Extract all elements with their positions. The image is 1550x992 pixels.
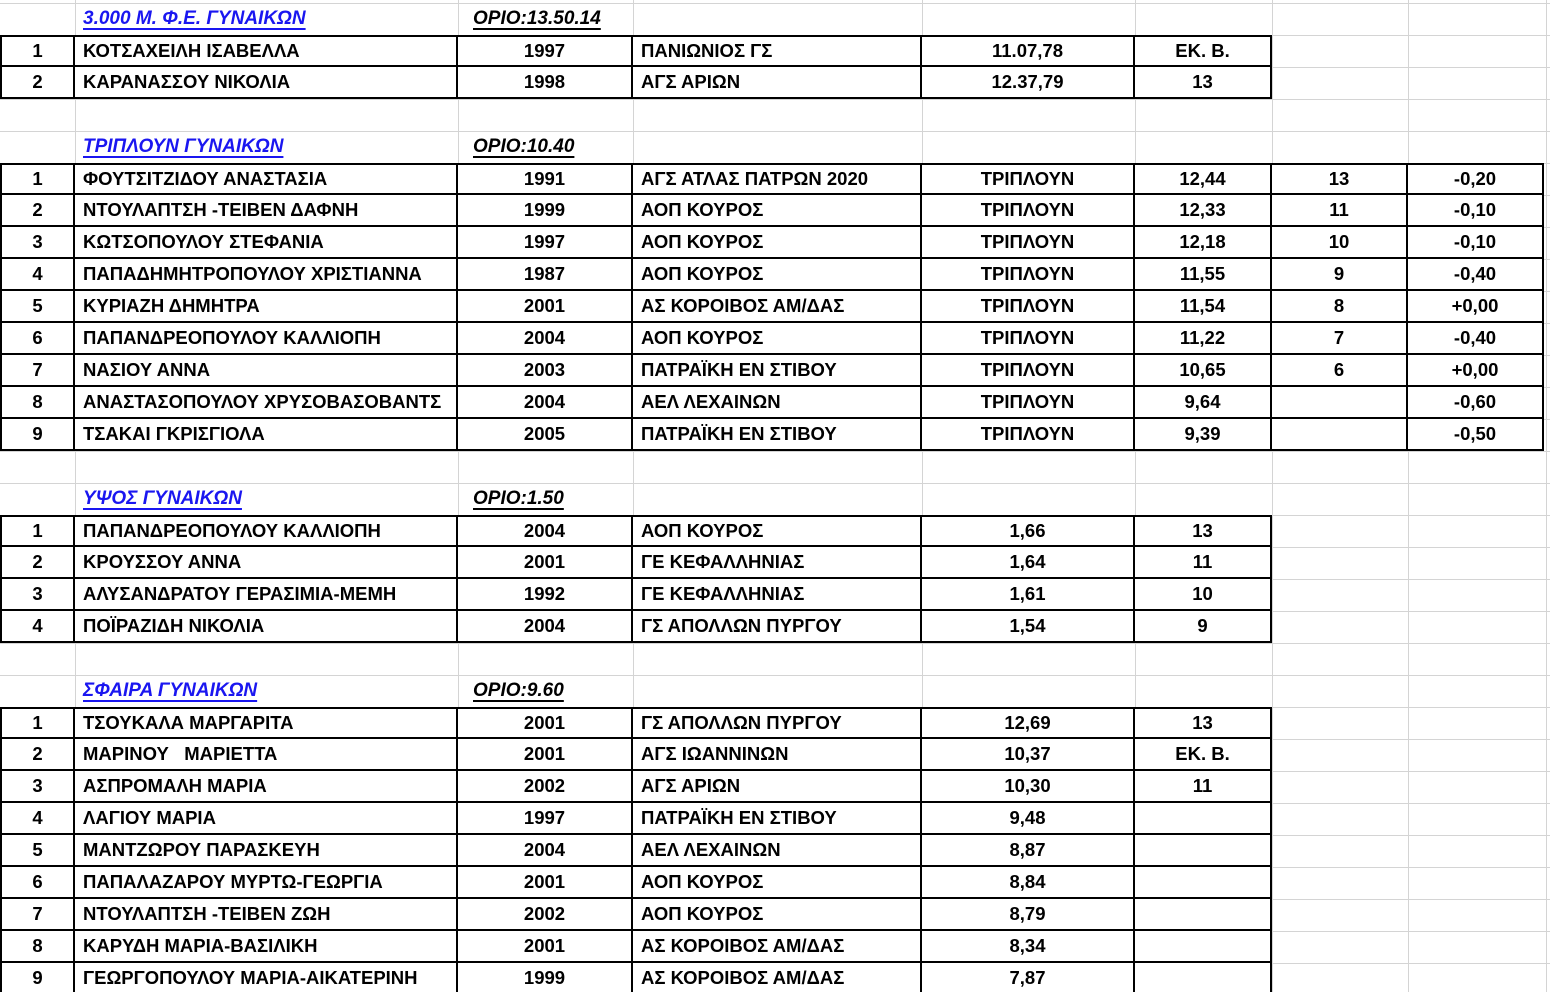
- cell-performance[interactable]: 9,64: [1135, 387, 1272, 419]
- section-title[interactable]: 3.000 Μ. Φ.Ε. ΓΥΝΑΙΚΩΝ: [83, 8, 306, 29]
- cell-club[interactable]: ΑΣ ΚΟΡΟΙΒΟΣ ΑΜ/ΔΑΣ: [633, 963, 922, 992]
- cell-name[interactable]: ΑΝΑΣΤΑΣΟΠΟΥΛΟΥ ΧΡΥΣΟΒΑΣΟΒΑΝΤΣ: [75, 387, 458, 419]
- results-table: [0, 515, 1272, 643]
- cell-points[interactable]: 11: [1135, 547, 1272, 579]
- cell-performance[interactable]: 8,34: [922, 931, 1135, 963]
- cell-points[interactable]: [1135, 803, 1272, 835]
- cell-performance[interactable]: 7,87: [922, 963, 1135, 992]
- cell-rank[interactable]: 1: [0, 515, 75, 547]
- cell-club[interactable]: ΑΟΠ ΚΟΥΡΟΣ: [633, 899, 922, 931]
- cell-event[interactable]: ΤΡΙΠΛΟΥΝ: [922, 323, 1135, 355]
- cell-performance[interactable]: 1,66: [922, 515, 1135, 547]
- cell-points[interactable]: [1135, 931, 1272, 963]
- cell-performance[interactable]: 1,64: [922, 547, 1135, 579]
- cell-performance[interactable]: 9,48: [922, 803, 1135, 835]
- cell-name[interactable]: ΠΑΠΑΝΔΡΕΟΠΟΥΛΟΥ ΚΑΛΛΙΟΠΗ: [75, 323, 458, 355]
- cell-name[interactable]: ΓΕΩΡΓΟΠΟΥΛΟΥ ΜΑΡΙΑ-ΑΙΚΑΤΕΡΙΝΗ: [75, 963, 458, 992]
- table-row: [0, 323, 1544, 355]
- cell-year[interactable]: 2001: [458, 291, 633, 323]
- cell-event[interactable]: ΤΡΙΠΛΟΥΝ: [922, 227, 1135, 259]
- cell-event[interactable]: ΤΡΙΠΛΟΥΝ: [922, 291, 1135, 323]
- table-row: [0, 35, 1272, 67]
- section-limit[interactable]: ΟΡΙΟ:10.40: [473, 136, 575, 157]
- table-row: [0, 835, 1272, 867]
- cell-rank[interactable]: 5: [0, 835, 75, 867]
- cell-points[interactable]: 13: [1135, 515, 1272, 547]
- cell-wind[interactable]: -0,50: [1408, 419, 1544, 451]
- cell-rank[interactable]: 9: [0, 419, 75, 451]
- table-row: [0, 515, 1272, 547]
- cell-rank[interactable]: 8: [0, 931, 75, 963]
- cell-name[interactable]: ΚΡΟΥΣΣΟΥ ΑΝΝΑ: [75, 547, 458, 579]
- cell-club[interactable]: ΑΓΣ ΑΡΙΩΝ: [633, 771, 922, 803]
- cell-rank[interactable]: 1: [0, 35, 75, 67]
- cell-name[interactable]: ΦΟΥΤΣΙΤΖΙΔΟΥ ΑΝΑΣΤΑΣΙΑ: [75, 163, 458, 195]
- cell-year[interactable]: 2001: [458, 931, 633, 963]
- cell-year[interactable]: 1997: [458, 35, 633, 67]
- table-row: [0, 579, 1272, 611]
- gridline: [0, 643, 1550, 644]
- section-limit[interactable]: ΟΡΙΟ:13.50.14: [473, 8, 601, 29]
- cell-wind[interactable]: -0,40: [1408, 259, 1544, 291]
- results-table: [0, 35, 1272, 99]
- cell-rank[interactable]: 4: [0, 259, 75, 291]
- cell-points[interactable]: [1135, 867, 1272, 899]
- cell-name[interactable]: ΤΣΑΚΑΙ ΓΚΡΙΣΓΙΟΛΑ: [75, 419, 458, 451]
- section-limit[interactable]: ΟΡΙΟ:1.50: [473, 488, 564, 509]
- cell-club[interactable]: ΠΑΤΡΑΪΚΗ ΕΝ ΣΤΙΒΟΥ: [633, 355, 922, 387]
- cell-wind[interactable]: -0,40: [1408, 323, 1544, 355]
- cell-performance[interactable]: 11,54: [1135, 291, 1272, 323]
- table-row: [0, 387, 1544, 419]
- section-title[interactable]: ΣΦΑΙΡΑ ΓΥΝΑΙΚΩΝ: [83, 680, 258, 701]
- cell-rank[interactable]: 3: [0, 771, 75, 803]
- cell-rank[interactable]: 3: [0, 579, 75, 611]
- cell-name[interactable]: ΛΑΓΙΟΥ ΜΑΡΙΑ: [75, 803, 458, 835]
- cell-club[interactable]: ΑΣ ΚΟΡΟΙΒΟΣ ΑΜ/ΔΑΣ: [633, 931, 922, 963]
- cell-performance[interactable]: 12,33: [1135, 195, 1272, 227]
- cell-rank[interactable]: 5: [0, 291, 75, 323]
- cell-year[interactable]: 1987: [458, 259, 633, 291]
- cell-name[interactable]: ΝΑΣΙΟΥ ΑΝΝΑ: [75, 355, 458, 387]
- cell-performance[interactable]: 8,79: [922, 899, 1135, 931]
- cell-club[interactable]: ΑΟΠ ΚΟΥΡΟΣ: [633, 323, 922, 355]
- cell-performance[interactable]: 11,22: [1135, 323, 1272, 355]
- results-table: [0, 163, 1544, 451]
- table-row: [0, 611, 1272, 643]
- cell-points[interactable]: ΕΚ. Β.: [1135, 35, 1272, 67]
- cell-name[interactable]: ΚΟΤΣΑΧΕΙΛΗ ΙΣΑΒΕΛΛΑ: [75, 35, 458, 67]
- table-row: [0, 899, 1272, 931]
- cell-performance[interactable]: 12,69: [922, 707, 1135, 739]
- cell-points[interactable]: 13: [1135, 707, 1272, 739]
- cell-year[interactable]: 1997: [458, 803, 633, 835]
- cell-year[interactable]: 2001: [458, 739, 633, 771]
- table-row: [0, 867, 1272, 899]
- section-title[interactable]: ΥΨΟΣ ΓΥΝΑΙΚΩΝ: [83, 488, 242, 509]
- cell-wind[interactable]: -0,10: [1408, 195, 1544, 227]
- cell-event[interactable]: ΤΡΙΠΛΟΥΝ: [922, 163, 1135, 195]
- cell-points[interactable]: [1135, 899, 1272, 931]
- cell-name[interactable]: ΑΣΠΡΟΜΑΛΗ ΜΑΡΙΑ: [75, 771, 458, 803]
- cell-event[interactable]: ΤΡΙΠΛΟΥΝ: [922, 355, 1135, 387]
- cell-name[interactable]: ΜΑΝΤΖΩΡΟΥ ΠΑΡΑΣΚΕΥΗ: [75, 835, 458, 867]
- cell-year[interactable]: 2001: [458, 707, 633, 739]
- cell-club[interactable]: ΑΟΠ ΚΟΥΡΟΣ: [633, 867, 922, 899]
- cell-points[interactable]: [1272, 387, 1408, 419]
- cell-performance[interactable]: 8,84: [922, 867, 1135, 899]
- cell-year[interactable]: 2002: [458, 899, 633, 931]
- cell-year[interactable]: 2001: [458, 867, 633, 899]
- cell-year[interactable]: 2002: [458, 771, 633, 803]
- cell-club[interactable]: ΑΓΣ ΙΩΑΝΝΙΝΩΝ: [633, 739, 922, 771]
- cell-rank[interactable]: 8: [0, 387, 75, 419]
- cell-performance[interactable]: 1,54: [922, 611, 1135, 643]
- cell-rank[interactable]: 6: [0, 323, 75, 355]
- cell-points[interactable]: 13: [1135, 67, 1272, 99]
- cell-year[interactable]: 2004: [458, 387, 633, 419]
- cell-points[interactable]: 7: [1272, 323, 1408, 355]
- table-row: [0, 771, 1272, 803]
- cell-performance[interactable]: 8,87: [922, 835, 1135, 867]
- cell-rank[interactable]: 4: [0, 611, 75, 643]
- cell-name[interactable]: ΝΤΟΥΛΑΠΤΣΗ -ΤΕΙΒΕΝ ΖΩΗ: [75, 899, 458, 931]
- cell-rank[interactable]: 3: [0, 227, 75, 259]
- cell-year[interactable]: 2004: [458, 515, 633, 547]
- cell-rank[interactable]: 4: [0, 803, 75, 835]
- cell-club[interactable]: ΑΟΠ ΚΟΥΡΟΣ: [633, 195, 922, 227]
- cell-rank[interactable]: 9: [0, 963, 75, 992]
- cell-performance[interactable]: 12.37,79: [922, 67, 1135, 99]
- section-title[interactable]: ΤΡΙΠΛΟΥΝ ΓΥΝΑΙΚΩΝ: [83, 136, 284, 157]
- cell-club[interactable]: ΓΕ ΚΕΦΑΛΛΗΝΙΑΣ: [633, 579, 922, 611]
- cell-performance[interactable]: 12,44: [1135, 163, 1272, 195]
- cell-wind[interactable]: +0,00: [1408, 355, 1544, 387]
- table-row: [0, 707, 1272, 739]
- cell-year[interactable]: 2004: [458, 835, 633, 867]
- cell-club[interactable]: ΠΑΝΙΩΝΙΟΣ ΓΣ: [633, 35, 922, 67]
- cell-rank[interactable]: 2: [0, 739, 75, 771]
- cell-club[interactable]: ΓΣ ΑΠΟΛΛΩΝ ΠΥΡΓΟΥ: [633, 707, 922, 739]
- cell-club[interactable]: ΑΓΣ ΑΡΙΩΝ: [633, 67, 922, 99]
- cell-rank[interactable]: 6: [0, 867, 75, 899]
- cell-performance[interactable]: 12,18: [1135, 227, 1272, 259]
- cell-name[interactable]: ΚΩΤΣΟΠΟΥΛΟΥ ΣΤΕΦΑΝΙΑ: [75, 227, 458, 259]
- cell-club[interactable]: ΠΑΤΡΑΪΚΗ ΕΝ ΣΤΙΒΟΥ: [633, 419, 922, 451]
- table-row: [0, 803, 1272, 835]
- cell-name[interactable]: ΠΑΠΑΔΗΜΗΤΡΟΠΟΥΛΟΥ ΧΡΙΣΤΙΑΝΝΑ: [75, 259, 458, 291]
- gridline: [0, 451, 1550, 452]
- cell-wind[interactable]: -0,20: [1408, 163, 1544, 195]
- cell-club[interactable]: ΑΕΛ ΛΕΧΑΙΝΩΝ: [633, 835, 922, 867]
- cell-points[interactable]: 6: [1272, 355, 1408, 387]
- cell-points[interactable]: 8: [1272, 291, 1408, 323]
- cell-year[interactable]: 1999: [458, 195, 633, 227]
- cell-name[interactable]: ΑΛΥΣΑΝΔΡΑΤΟΥ ΓΕΡΑΣΙΜΙΑ-ΜΕΜΗ: [75, 579, 458, 611]
- section-header-row: [0, 675, 1550, 707]
- cell-rank[interactable]: 7: [0, 899, 75, 931]
- cell-year[interactable]: 1991: [458, 163, 633, 195]
- table-row: [0, 739, 1272, 771]
- cell-points[interactable]: 13: [1272, 163, 1408, 195]
- cell-rank[interactable]: 2: [0, 67, 75, 99]
- cell-performance[interactable]: 10,37: [922, 739, 1135, 771]
- cell-club[interactable]: ΑΣ ΚΟΡΟΙΒΟΣ ΑΜ/ΔΑΣ: [633, 291, 922, 323]
- cell-name[interactable]: ΚΑΡΑΝΑΣΣΟΥ ΝΙΚΟΛΙΑ: [75, 67, 458, 99]
- section-limit[interactable]: ΟΡΙΟ:9.60: [473, 680, 564, 701]
- cell-points[interactable]: [1272, 419, 1408, 451]
- cell-club[interactable]: ΑΟΠ ΚΟΥΡΟΣ: [633, 227, 922, 259]
- cell-year[interactable]: 2004: [458, 611, 633, 643]
- cell-performance[interactable]: 10,65: [1135, 355, 1272, 387]
- cell-event[interactable]: ΤΡΙΠΛΟΥΝ: [922, 195, 1135, 227]
- cell-event[interactable]: ΤΡΙΠΛΟΥΝ: [922, 259, 1135, 291]
- cell-points[interactable]: 9: [1272, 259, 1408, 291]
- cell-name[interactable]: ΤΣΟΥΚΑΛΑ ΜΑΡΓΑΡΙΤΑ: [75, 707, 458, 739]
- cell-club[interactable]: ΠΑΤΡΑΪΚΗ ΕΝ ΣΤΙΒΟΥ: [633, 803, 922, 835]
- cell-name[interactable]: ΚΥΡΙΑΖΗ ΔΗΜΗΤΡΑ: [75, 291, 458, 323]
- cell-performance[interactable]: 1,61: [922, 579, 1135, 611]
- table-row: [0, 547, 1272, 579]
- section-header-row: [0, 131, 1550, 163]
- cell-points[interactable]: 9: [1135, 611, 1272, 643]
- cell-year[interactable]: 1999: [458, 963, 633, 992]
- cell-rank[interactable]: 2: [0, 547, 75, 579]
- cell-wind[interactable]: -0,10: [1408, 227, 1544, 259]
- cell-wind[interactable]: +0,00: [1408, 291, 1544, 323]
- cell-year[interactable]: 1992: [458, 579, 633, 611]
- table-row: [0, 931, 1272, 963]
- cell-year[interactable]: 1997: [458, 227, 633, 259]
- cell-year[interactable]: 2005: [458, 419, 633, 451]
- table-row: [0, 963, 1272, 992]
- cell-points[interactable]: 10: [1272, 227, 1408, 259]
- cell-points[interactable]: ΕΚ. Β.: [1135, 739, 1272, 771]
- cell-points[interactable]: 10: [1135, 579, 1272, 611]
- cell-rank[interactable]: 7: [0, 355, 75, 387]
- cell-year[interactable]: 2001: [458, 547, 633, 579]
- table-row: [0, 195, 1544, 227]
- cell-name[interactable]: ΝΤΟΥΛΑΠΤΣΗ -ΤΕΙΒΕΝ ΔΑΦΝΗ: [75, 195, 458, 227]
- cell-year[interactable]: 2004: [458, 323, 633, 355]
- cell-points[interactable]: 11: [1272, 195, 1408, 227]
- cell-points[interactable]: [1135, 963, 1272, 992]
- cell-performance[interactable]: 9,39: [1135, 419, 1272, 451]
- cell-name[interactable]: ΜΑΡΙΝΟΥ ΜΑΡΙΕΤΤΑ: [75, 739, 458, 771]
- cell-club[interactable]: ΑΟΠ ΚΟΥΡΟΣ: [633, 259, 922, 291]
- table-row: [0, 355, 1544, 387]
- cell-name[interactable]: ΠΑΠΑΛΑΖΑΡΟΥ ΜΥΡΤΩ-ΓΕΩΡΓΙΑ: [75, 867, 458, 899]
- table-row: [0, 419, 1544, 451]
- table-row: [0, 259, 1544, 291]
- cell-points[interactable]: 11: [1135, 771, 1272, 803]
- cell-club[interactable]: ΓΣ ΑΠΟΛΛΩΝ ΠΥΡΓΟΥ: [633, 611, 922, 643]
- cell-event[interactable]: ΤΡΙΠΛΟΥΝ: [922, 387, 1135, 419]
- section-header-row: [0, 483, 1550, 515]
- cell-name[interactable]: ΠΟΪΡΑΖΙΔΗ ΝΙΚΟΛΙΑ: [75, 611, 458, 643]
- table-row: [0, 291, 1544, 323]
- cell-club[interactable]: ΑΕΛ ΛΕΧΑΙΝΩΝ: [633, 387, 922, 419]
- cell-event[interactable]: ΤΡΙΠΛΟΥΝ: [922, 419, 1135, 451]
- cell-name[interactable]: ΠΑΠΑΝΔΡΕΟΠΟΥΛΟΥ ΚΑΛΛΙΟΠΗ: [75, 515, 458, 547]
- cell-rank[interactable]: 1: [0, 707, 75, 739]
- cell-club[interactable]: ΓΕ ΚΕΦΑΛΛΗΝΙΑΣ: [633, 547, 922, 579]
- cell-points[interactable]: [1135, 835, 1272, 867]
- cell-year[interactable]: 1998: [458, 67, 633, 99]
- cell-performance[interactable]: 11.07,78: [922, 35, 1135, 67]
- section-header-row: [0, 3, 1550, 35]
- cell-name[interactable]: ΚΑΡΥΔΗ ΜΑΡΙΑ-ΒΑΣΙΛΙΚΗ: [75, 931, 458, 963]
- cell-club[interactable]: ΑΟΠ ΚΟΥΡΟΣ: [633, 515, 922, 547]
- table-row: [0, 227, 1544, 259]
- table-row: [0, 163, 1544, 195]
- table-row: [0, 67, 1272, 99]
- cell-rank[interactable]: 1: [0, 163, 75, 195]
- cell-wind[interactable]: -0,60: [1408, 387, 1544, 419]
- results-table: [0, 707, 1272, 992]
- cell-performance[interactable]: 11,55: [1135, 259, 1272, 291]
- gridline: [0, 99, 1550, 100]
- cell-rank[interactable]: 2: [0, 195, 75, 227]
- cell-year[interactable]: 2003: [458, 355, 633, 387]
- cell-club[interactable]: ΑΓΣ ΑΤΛΑΣ ΠΑΤΡΩΝ 2020: [633, 163, 922, 195]
- cell-performance[interactable]: 10,30: [922, 771, 1135, 803]
